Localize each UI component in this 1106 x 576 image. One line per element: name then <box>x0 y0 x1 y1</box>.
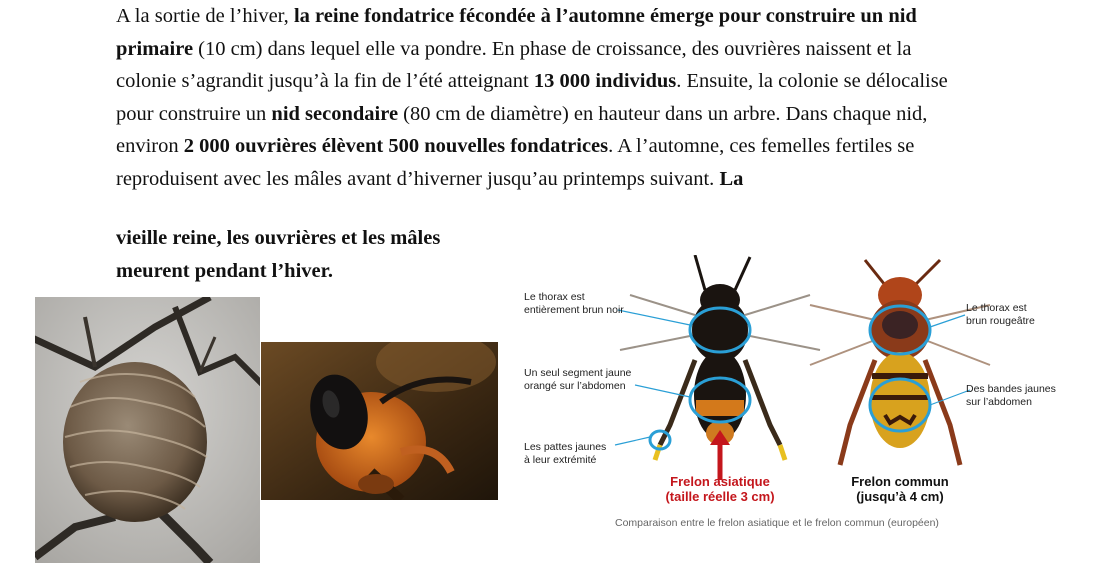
annotation-line: à leur extrémité <box>524 454 597 466</box>
annotation-asian-thorax <box>524 291 624 317</box>
annotation-line: Un seul segment jaune <box>524 367 632 379</box>
bold-segment: La <box>719 167 744 190</box>
text-segment: (10 cm) dans lequel elle va pondre. En phase de croissance, des ouvrières naissent et la colonie s’agrandit jusqu’à la fin de l’été atteignant <box>116 37 912 92</box>
annotation-line: brun rougeâtre <box>966 315 1035 327</box>
annotation-asian-legs <box>524 441 606 467</box>
hornet-comparison-figure <box>510 255 1070 545</box>
annotation-common-bands <box>966 383 1056 409</box>
text-segment: A la sortie de l’hiver, <box>116 5 294 27</box>
bold-segment: 2 000 ouvrières élèvent 500 nouvelles fondatrices <box>183 135 609 157</box>
common-hornet-illustration <box>810 260 990 465</box>
annotation-line: Des bandes jaunes <box>966 383 1056 395</box>
text-segment: . Ensuite, la colonie se délocalise pour construire un <box>116 70 948 125</box>
annotation-asian-segment <box>524 367 631 393</box>
asian-hornet-caption <box>650 474 790 504</box>
caption-line: (jusqu’à 4 cm) <box>856 489 944 504</box>
text-segment: . A l’automne, ces femelles fertiles se reproduisent avec les mâles avant d’hiverner jusqu’au printemps suivant. <box>116 135 915 190</box>
caption-line: Frelon asiatique <box>670 474 770 489</box>
annotation-line: Le thorax est <box>524 291 585 303</box>
caption-line: Frelon commun <box>851 474 949 489</box>
intro-paragraph <box>116 0 976 195</box>
annotation-line: Le thorax est <box>966 302 1027 314</box>
caption-line: (taille réelle 3 cm) <box>665 489 775 504</box>
annotation-line: orangé sur l’abdomen <box>524 380 626 392</box>
annotation-line: entièrement brun noir <box>524 304 624 316</box>
annotation-common-thorax <box>966 302 1035 328</box>
common-hornet-caption <box>835 474 965 504</box>
text-segment: (80 cm de diamètre) en hauteur dans un arbre. Dans chaque nid, environ <box>116 102 928 157</box>
figure-caption: Comparaison entre le frelon asiatique et le frelon commun (européen) <box>615 517 939 529</box>
hornet-nest-photo <box>35 297 260 563</box>
annotation-line: sur l’abdomen <box>966 396 1032 408</box>
paragraph-tail: vieille reine, les ouvrières et les mâles meurent pendant l’hiver. <box>116 227 441 282</box>
annotation-line: Les pattes jaunes <box>524 441 607 453</box>
bold-segment: 13 000 individus <box>533 70 677 92</box>
bold-segment: nid secondaire <box>271 102 399 125</box>
hornet-closeup-photo <box>261 342 498 500</box>
asian-hornet-illustration <box>620 255 820 480</box>
bold-segment: la reine fondatrice fécondée à l’automne émerge pour construire un nid primaire <box>116 5 917 60</box>
